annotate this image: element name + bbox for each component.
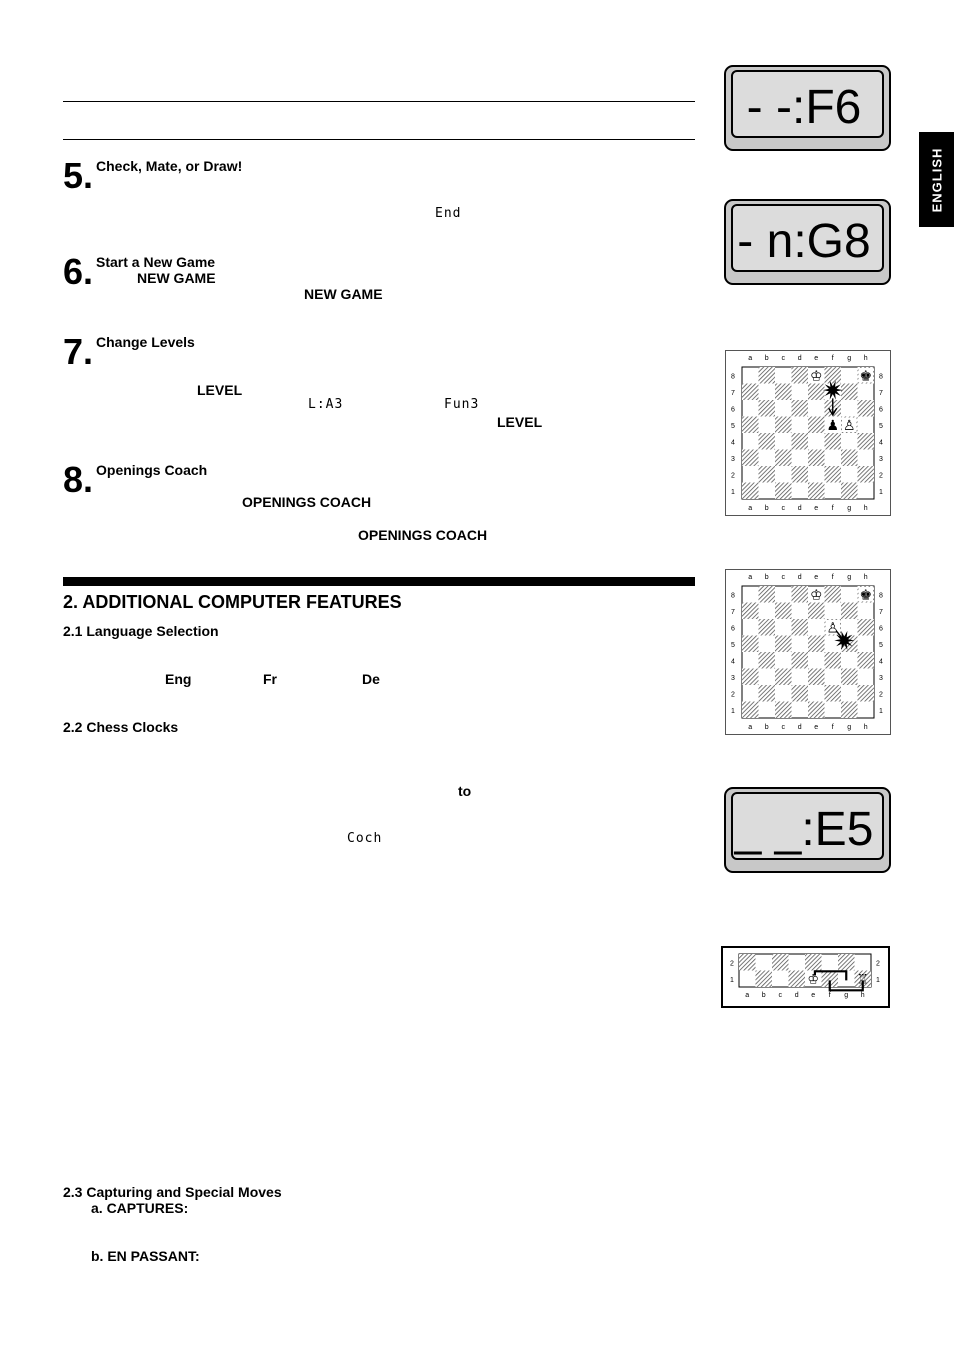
- rank-label: 5: [731, 641, 735, 649]
- rank-label: 7: [731, 608, 735, 616]
- rank-label: 6: [731, 625, 735, 633]
- step-6-number: 6.: [63, 251, 94, 292]
- rank-label: 2: [879, 691, 883, 699]
- board-square: [742, 417, 759, 434]
- board-square: [792, 586, 809, 603]
- file-label: b: [764, 574, 769, 581]
- step-7-title: Change Levels: [96, 334, 195, 350]
- header-rule: [63, 139, 695, 140]
- board-square: [775, 702, 792, 719]
- white-pawn-icon: ♙: [842, 416, 856, 433]
- file-label: d: [797, 574, 802, 581]
- white-king-icon: ♔: [809, 367, 823, 384]
- file-label: e: [814, 355, 819, 362]
- chess-board-diagram-1: [725, 350, 891, 516]
- file-label: e: [814, 574, 819, 581]
- board-square: [841, 384, 858, 401]
- board-square: [759, 466, 776, 483]
- file-label: b: [761, 992, 766, 999]
- step-7-key-level-2: LEVEL: [497, 414, 543, 430]
- board-square: [775, 483, 792, 500]
- rank-label: 7: [879, 389, 883, 397]
- board-square: [825, 685, 842, 702]
- chess-board-diagram-2: [725, 569, 891, 735]
- rank-label: 8: [879, 373, 883, 381]
- language-tab: [919, 132, 954, 227]
- file-label: c: [781, 355, 785, 362]
- board-square: [841, 603, 858, 620]
- file-label: g: [847, 355, 852, 362]
- language-de: De: [362, 671, 380, 687]
- board-square: [742, 384, 759, 401]
- rank-label: 4: [879, 439, 883, 447]
- file-label: g: [847, 505, 852, 512]
- file-label: e: [814, 505, 819, 512]
- language-tab-label: ENGLISH: [929, 147, 944, 212]
- file-label: f: [828, 992, 831, 999]
- board-square: [775, 636, 792, 653]
- step-8-title: Openings Coach: [96, 462, 208, 478]
- step-7-display-level: L:A3: [308, 397, 344, 412]
- board-square: [775, 603, 792, 620]
- rank-label: 1: [879, 707, 883, 715]
- file-label: g: [847, 574, 852, 581]
- rank-label: 2: [731, 691, 735, 699]
- file-label: g: [844, 992, 849, 999]
- language-eng: Eng: [165, 671, 192, 687]
- board-square: [756, 971, 773, 988]
- board-square: [858, 652, 875, 669]
- en-passant-label: b. EN PASSANT:: [91, 1248, 200, 1264]
- board-square: [772, 954, 789, 971]
- lcd-text: _ _:E5: [734, 803, 874, 856]
- rank-label: 2: [879, 472, 883, 480]
- section-2-2-heading: 2.2 Chess Clocks: [63, 719, 179, 735]
- rank-label: 3: [731, 674, 735, 682]
- board-square: [792, 466, 809, 483]
- board-square: [742, 603, 759, 620]
- board-square: [759, 652, 776, 669]
- rank-label: 7: [879, 608, 883, 616]
- rank-label: 4: [879, 658, 883, 666]
- board-square: [739, 954, 756, 971]
- lcd-display-e5: [724, 787, 891, 873]
- step-5-number: 5.: [63, 155, 94, 196]
- board-square: [808, 450, 825, 467]
- board-square: [838, 954, 855, 971]
- file-label: h: [860, 992, 865, 999]
- rank-label: 3: [879, 455, 883, 463]
- board-square: [759, 367, 776, 384]
- board-square: [808, 669, 825, 686]
- board-square: [841, 450, 858, 467]
- step-7-number: 7.: [63, 331, 94, 372]
- white-rook-icon: ♖: [856, 971, 869, 987]
- file-label: f: [831, 724, 834, 731]
- rank-label: 6: [879, 406, 883, 414]
- board-square: [841, 483, 858, 500]
- rank-label: 5: [879, 641, 883, 649]
- board-square: [858, 466, 875, 483]
- board-square: [792, 652, 809, 669]
- board-square: [742, 636, 759, 653]
- rank-label: 4: [731, 439, 735, 447]
- file-label: c: [778, 992, 782, 999]
- board-square: [742, 702, 759, 719]
- board-square: [759, 433, 776, 450]
- file-label: d: [794, 992, 799, 999]
- file-label: d: [797, 724, 802, 731]
- black-king-icon: ♚: [859, 586, 873, 603]
- rank-label: 1: [731, 488, 735, 496]
- file-label: c: [781, 724, 785, 731]
- step-5-title: Check, Mate, or Draw!: [96, 158, 243, 174]
- board-square: [825, 652, 842, 669]
- board-square: [789, 971, 806, 988]
- board-square: [759, 619, 776, 636]
- top-rule: [63, 101, 695, 102]
- file-label: f: [831, 355, 834, 362]
- step-8-number: 8.: [63, 459, 94, 500]
- rank-label: 8: [731, 592, 735, 600]
- file-label: f: [831, 505, 834, 512]
- file-label: b: [764, 355, 769, 362]
- file-label: a: [748, 355, 753, 362]
- rank-label: 5: [879, 422, 883, 430]
- step-6-key-new-game: NEW GAME: [137, 270, 216, 286]
- file-label: h: [863, 355, 868, 362]
- board-square: [841, 702, 858, 719]
- white-pawn-icon: ♙: [826, 619, 840, 636]
- rank-label: 2: [731, 472, 735, 480]
- section-2-2-display-coch: Coch: [347, 831, 383, 846]
- section-2-1-heading: 2.1 Language Selection: [63, 623, 219, 639]
- board-square: [808, 603, 825, 620]
- rank-label: 3: [731, 455, 735, 463]
- white-king-icon: ♔: [807, 971, 820, 987]
- castling-strip-diagram: [721, 946, 890, 1008]
- file-label: a: [748, 505, 753, 512]
- rank-label: 7: [731, 389, 735, 397]
- board-square: [858, 433, 875, 450]
- lcd-text: - n:G8: [737, 215, 871, 268]
- file-label: g: [847, 724, 852, 731]
- file-label: e: [811, 992, 816, 999]
- board-square: [808, 702, 825, 719]
- board-square: [792, 433, 809, 450]
- rank-label: 6: [731, 406, 735, 414]
- board-square: [759, 586, 776, 603]
- board-square: [825, 586, 842, 603]
- rank-label: 5: [731, 422, 735, 430]
- rank-label: 8: [879, 592, 883, 600]
- file-label: a: [748, 724, 753, 731]
- step-7-key-level: LEVEL: [197, 382, 243, 398]
- board-square: [808, 384, 825, 401]
- rank-label: 6: [879, 625, 883, 633]
- captures-label: a. CAPTURES:: [91, 1200, 189, 1216]
- rank-label: 2: [876, 960, 880, 968]
- rank-label: 2: [730, 960, 734, 968]
- file-label: h: [863, 574, 868, 581]
- file-label: c: [781, 505, 785, 512]
- board-square: [742, 483, 759, 500]
- board-square: [759, 685, 776, 702]
- file-label: e: [814, 724, 819, 731]
- lcd-text: - -:F6: [746, 81, 862, 134]
- board-square: [792, 400, 809, 417]
- board-square: [775, 417, 792, 434]
- board-square: [775, 669, 792, 686]
- board-square: [742, 669, 759, 686]
- step-8-key-openings-coach: OPENINGS COACH: [242, 494, 372, 510]
- file-label: c: [781, 574, 785, 581]
- file-label: a: [748, 574, 753, 581]
- file-label: b: [764, 505, 769, 512]
- lcd-display-g8: [724, 199, 891, 285]
- rank-label: 4: [731, 658, 735, 666]
- board-square: [841, 669, 858, 686]
- board-square: [858, 400, 875, 417]
- black-pawn-icon: ♟: [826, 416, 840, 433]
- board-square: [825, 433, 842, 450]
- rank-label: 1: [876, 976, 880, 984]
- lcd-display-f6: [724, 65, 891, 151]
- white-king-icon: ♔: [809, 586, 823, 603]
- board-square: [759, 400, 776, 417]
- rank-label: 8: [731, 373, 735, 381]
- section-2-3-heading: 2.3 Capturing and Special Moves: [63, 1184, 282, 1200]
- step-6-title: Start a New Game: [96, 254, 216, 270]
- step-6-key-new-game-2: NEW GAME: [304, 286, 383, 302]
- file-label: h: [863, 724, 868, 731]
- rank-label: 3: [879, 674, 883, 682]
- board-square: [792, 685, 809, 702]
- board-square: [825, 367, 842, 384]
- rank-label: 1: [731, 707, 735, 715]
- board-square: [825, 466, 842, 483]
- black-king-icon: ♚: [859, 367, 873, 384]
- section-2-2-to: to: [458, 783, 472, 799]
- board-square: [858, 685, 875, 702]
- board-square: [775, 450, 792, 467]
- file-label: d: [797, 505, 802, 512]
- file-label: d: [797, 355, 802, 362]
- rank-label: 1: [730, 976, 734, 984]
- step-8-key-openings-coach-2: OPENINGS COACH: [358, 527, 488, 543]
- rank-label: 1: [879, 488, 883, 496]
- board-square: [742, 450, 759, 467]
- section-2-title: 2. ADDITIONAL COMPUTER FEATURES: [63, 592, 402, 612]
- section-divider-bar: [63, 577, 695, 586]
- board-square: [775, 384, 792, 401]
- step-5-display-end: End: [435, 206, 462, 221]
- board-square: [792, 367, 809, 384]
- file-label: h: [863, 505, 868, 512]
- board-square: [808, 417, 825, 434]
- file-label: f: [831, 574, 834, 581]
- step-7-display-fun: Fun3: [444, 397, 480, 412]
- board-square: [792, 619, 809, 636]
- file-label: a: [745, 992, 750, 999]
- language-fr: Fr: [263, 671, 277, 687]
- file-label: b: [764, 724, 769, 731]
- board-square: [808, 636, 825, 653]
- board-square: [805, 954, 822, 971]
- board-square: [808, 483, 825, 500]
- board-square: [858, 619, 875, 636]
